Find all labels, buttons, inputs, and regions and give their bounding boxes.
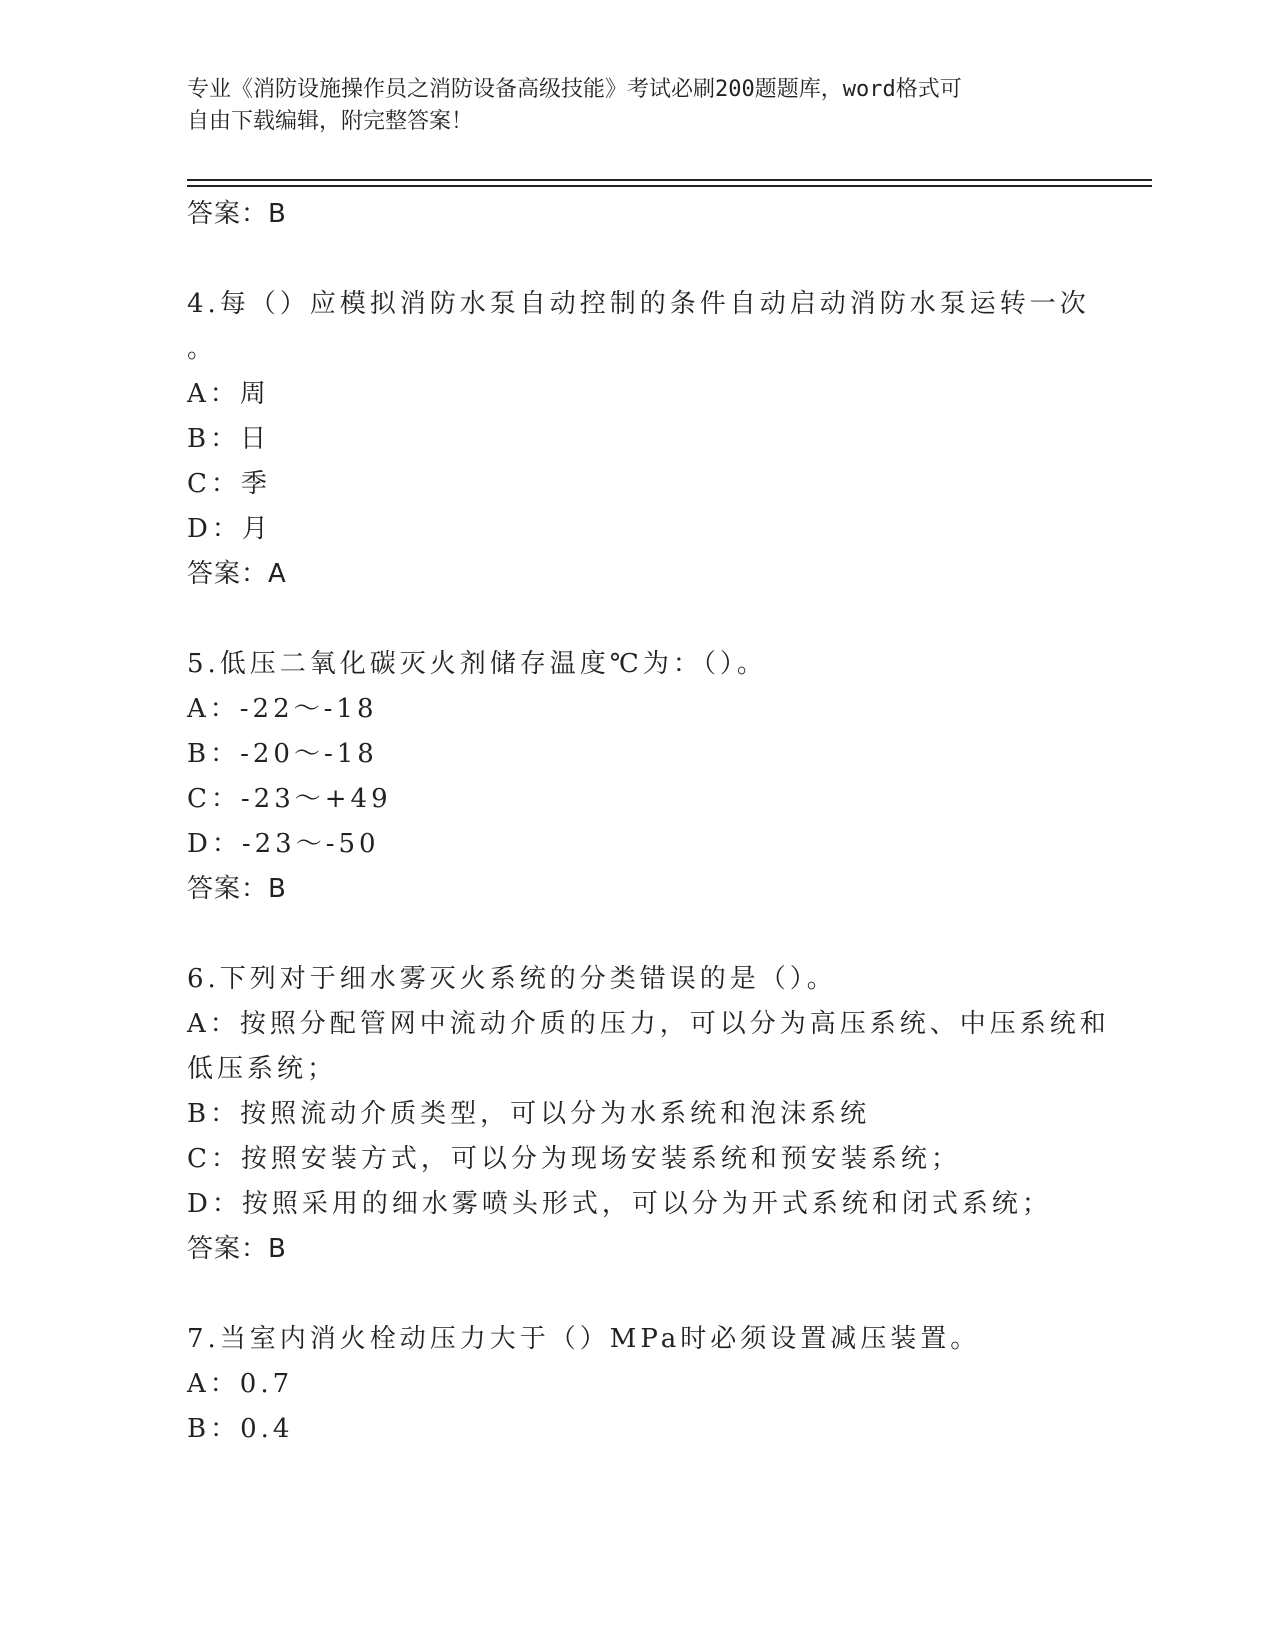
question-4-stem-line-2: 。 xyxy=(187,334,218,364)
question-list xyxy=(187,192,1110,1452)
question-5-option-c: C：-23～+49 xyxy=(187,784,392,814)
spacer xyxy=(187,912,1087,957)
question-6-option-b: B：按照流动介质类型，可以分为水系统和泡沫系统 xyxy=(187,1099,871,1129)
question-5-option-d: D：-23～-50 xyxy=(187,829,380,859)
question-6-option-c: C：按照安装方式，可以分为现场安装系统和预安装系统； xyxy=(187,1144,961,1174)
question-6-stem: 6.下列对于细水雾灭火系统的分类错误的是（）。 xyxy=(187,964,837,994)
header-line-2: 自由下载编辑，附完整答案！ xyxy=(187,109,474,134)
spacer xyxy=(187,1272,1087,1317)
question-6-option-a-line-2: 低压系统； xyxy=(187,1054,338,1084)
question-7 xyxy=(187,1317,1087,1452)
question-7-option-a: A：0.7 xyxy=(187,1369,294,1399)
question-6-option-d: D：按照采用的细水雾喷头形式，可以分为开式系统和闭式系统； xyxy=(187,1189,1052,1219)
spacer xyxy=(187,597,1087,642)
question-4-option-a: A：周 xyxy=(187,379,270,409)
question-6-answer: 答案：B xyxy=(187,1234,287,1264)
question-5-option-b: B：-20～-18 xyxy=(187,739,378,769)
question-4-option-d: D：月 xyxy=(187,514,272,544)
question-5-answer: 答案：B xyxy=(187,874,287,904)
header-rule-top xyxy=(187,179,1152,181)
question-6-option-a-line-1: A：按照分配管网中流动介质的压力，可以分为高压系统、中压系统和 xyxy=(187,1009,1110,1039)
question-4-answer: 答案：A xyxy=(187,559,287,589)
question-7-stem: 7.当室内消火栓动压力大于（）MPa时必须设置减压装置。 xyxy=(187,1324,981,1354)
question-4-stem-line-1: 4.每（）应模拟消防水泵自动控制的条件自动启动消防水泵运转一次 xyxy=(187,289,1090,319)
header-line-1: 专业《消防设施操作员之消防设备高级技能》考试必刷200题题库，word格式可 xyxy=(187,77,962,102)
question-5 xyxy=(187,642,1087,912)
header-rule-bottom xyxy=(187,185,1152,187)
spacer xyxy=(187,237,1087,282)
question-7-option-b: B：0.4 xyxy=(187,1414,294,1444)
question-4-option-b: B：日 xyxy=(187,424,271,454)
question-5-stem: 5.低压二氧化碳灭火剂储存温度℃为：（）。 xyxy=(187,649,767,679)
question-4 xyxy=(187,282,1090,597)
question-4-option-c: C：季 xyxy=(187,469,271,499)
document-header xyxy=(187,74,1067,138)
previous-answer: 答案：B xyxy=(187,199,287,229)
question-6 xyxy=(187,957,1110,1272)
question-5-option-a: A：-22～-18 xyxy=(187,694,378,724)
